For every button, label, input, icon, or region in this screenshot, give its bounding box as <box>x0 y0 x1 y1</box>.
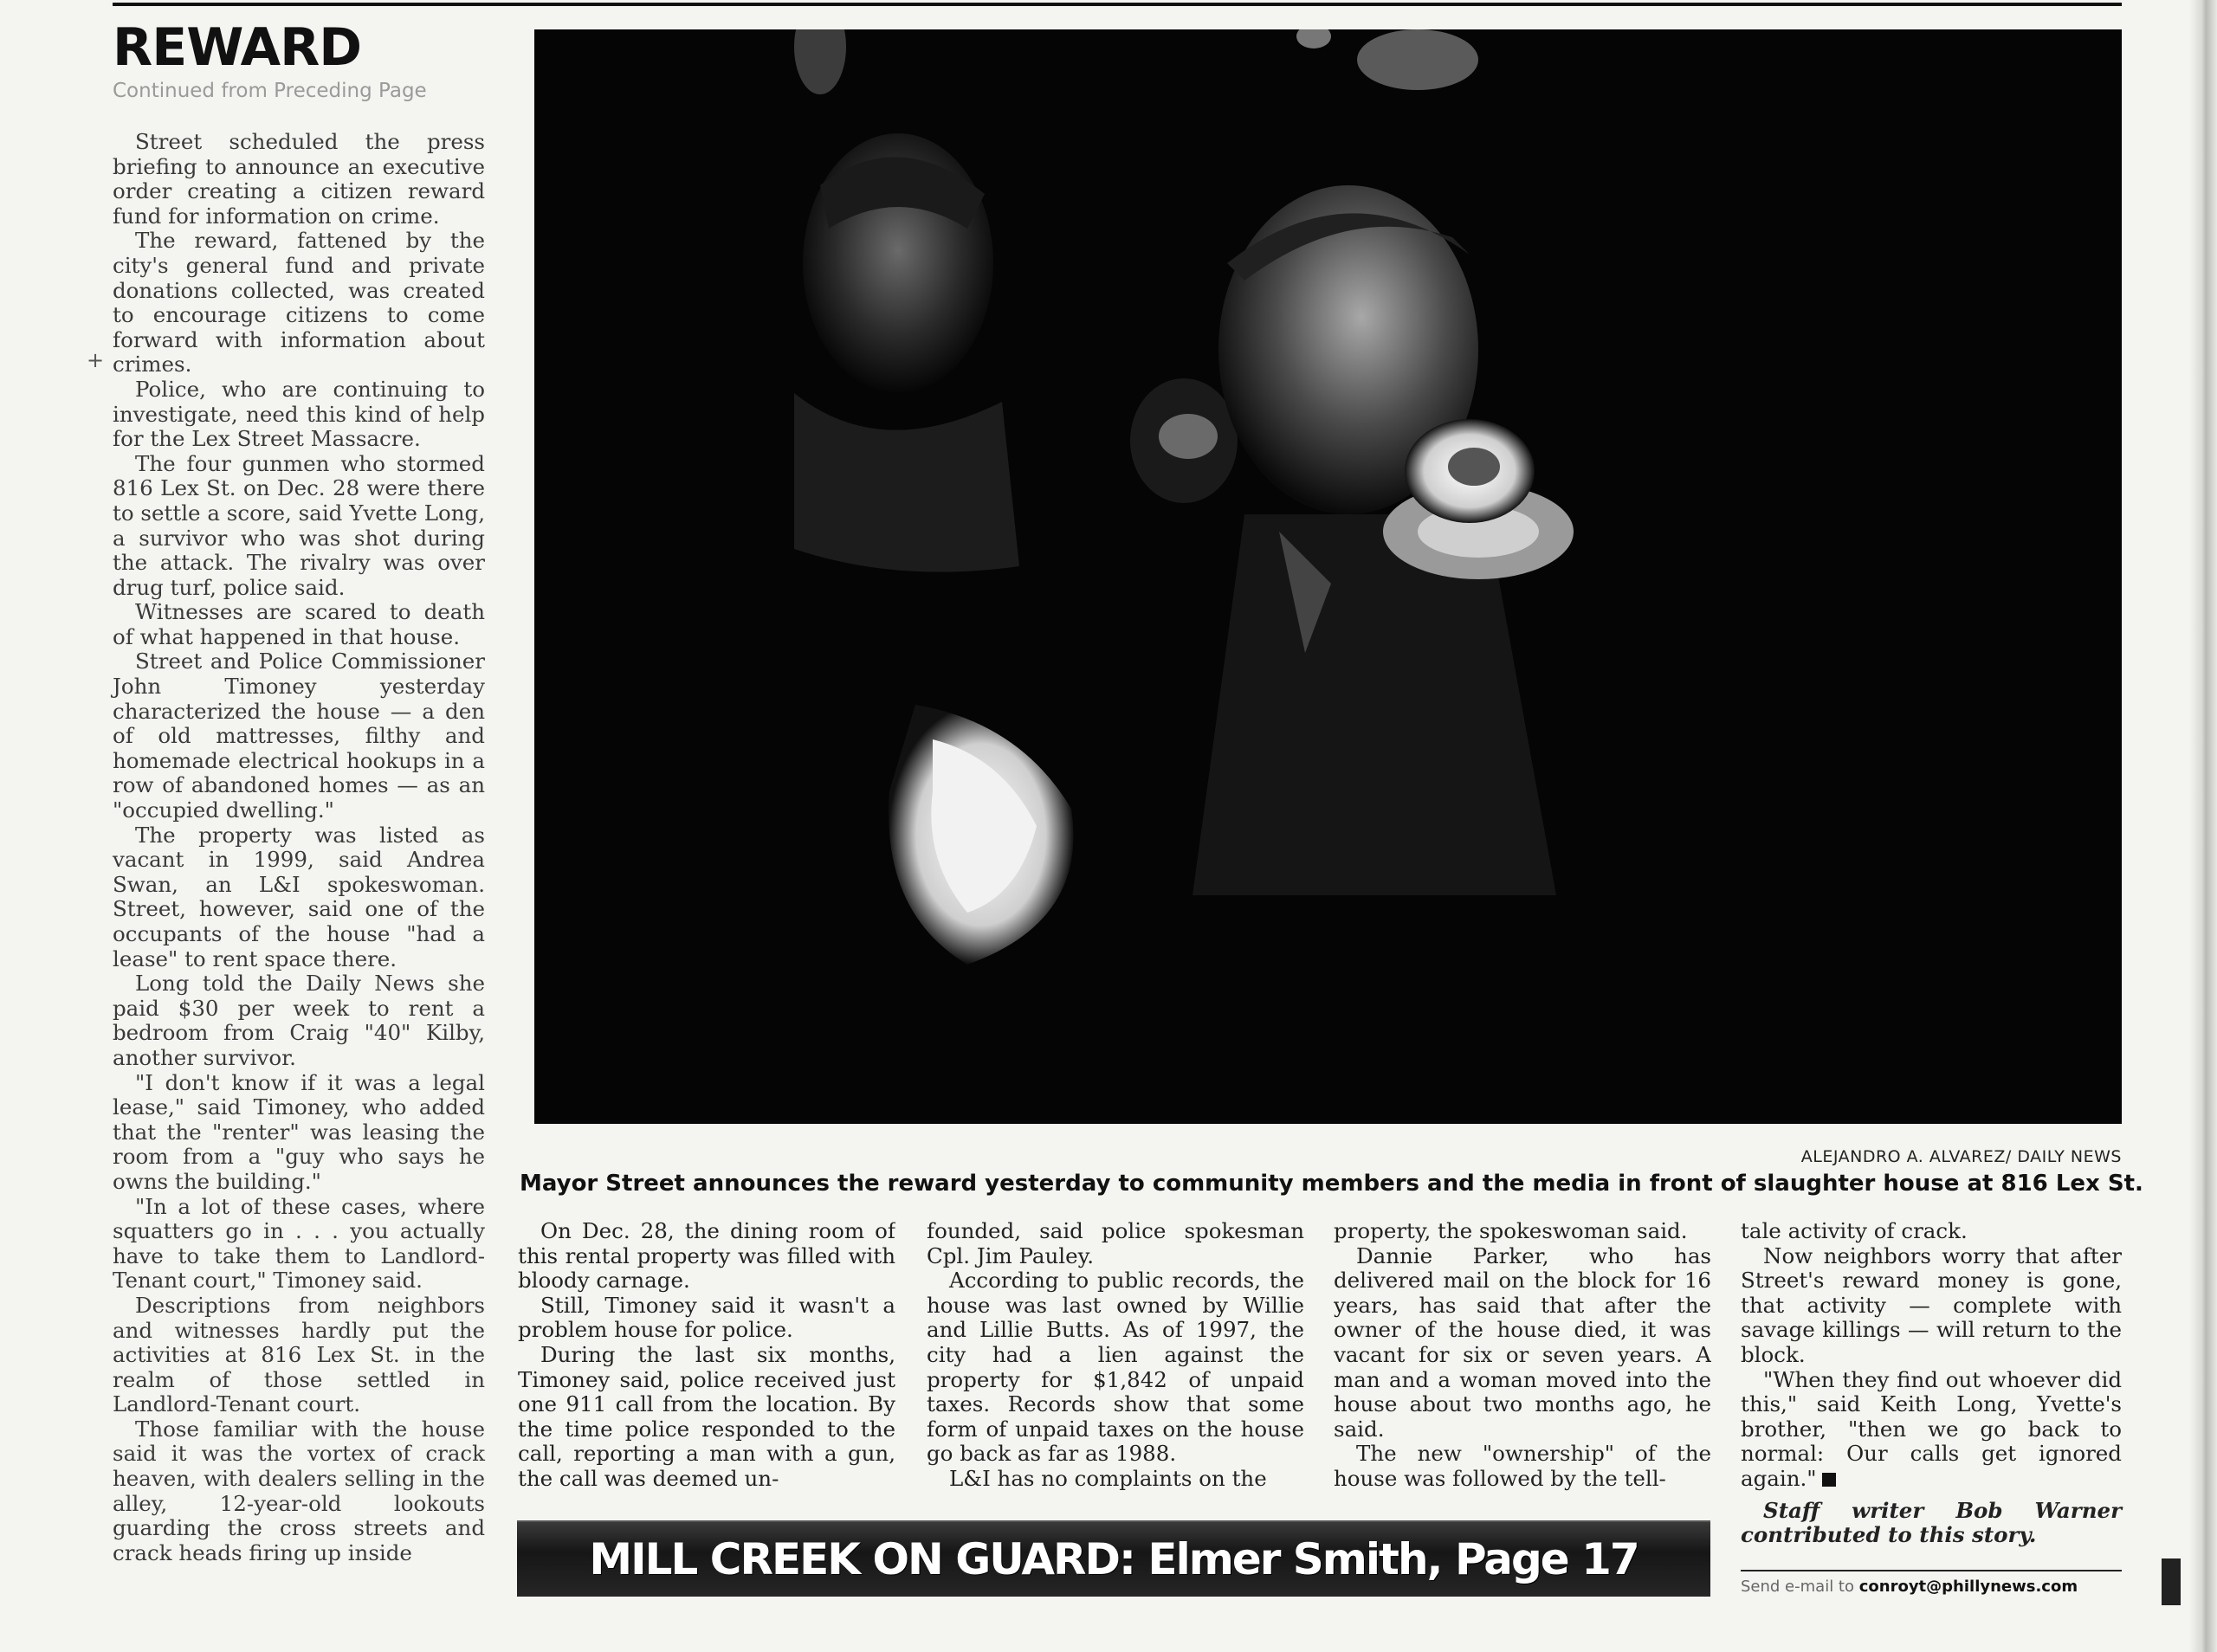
paragraph: Still, Timoney said it wasn't a problem house for police. <box>518 1292 895 1343</box>
paragraph: Street scheduled the press briefing to announce an executive order creating a citizen reward fund for information on crime. <box>113 129 485 229</box>
end-mark-icon <box>1822 1473 1836 1487</box>
photo-credit: ALEJANDRO A. ALVAREZ/ DAILY NEWS <box>1800 1147 2122 1166</box>
paragraph: tale activity of crack. <box>1741 1218 1968 1243</box>
photo-caption: Mayor Street announces the reward yesterday to community members and the media in front of slaughter house at 816 Lex St. <box>520 1171 2143 1197</box>
email-prefix: Send e-mail to <box>1741 1578 1859 1596</box>
kicker: Continued from Preceding Page <box>113 80 427 102</box>
paragraph: Now neighbors worry that after Street's reward money is gone, that activity — complete with savage killings — will return to the block. <box>1741 1242 2122 1367</box>
paragraph: Those familiar with the house said it was the vortex of crack heaven, with dealers selling in the alley, 12-year-old lookouts guarding the cross streets and crack heads firing up inside <box>113 1416 485 1565</box>
paragraph: Witnesses are scared to death of what happened in that house. <box>113 599 485 649</box>
paragraph: The property was listed as vacant in 1999, said Andrea Swan, an L&I spokeswoman. Street, however, said one of the occupants of the house "had a lease" to rent space there. <box>113 822 485 971</box>
photo-image <box>534 29 2122 1124</box>
staff-credit: Staff writer Bob Warner contributed to this story. <box>1741 1497 2122 1548</box>
paragraph: founded, said police spokesman Cpl. Jim Pauley. <box>927 1219 1304 1268</box>
article-column-4 <box>1334 1219 1711 1505</box>
paragraph: The new "ownership" of the house was followed by the tell- <box>1334 1441 1711 1491</box>
article-column-2 <box>518 1219 895 1505</box>
paragraph: Long told the Daily News she paid $30 per week to rent a bedroom from Craig "40" Kilby, another survivor. <box>113 971 485 1070</box>
paragraph: During the last six months, Timoney said, police received just one 911 call from the location. By the time police responded to the call, reporting a man with a gun, the call was deemed un- <box>518 1341 895 1491</box>
paragraph: Police, who are continuing to investigate, need this kind of help for the Lex Street Massacre. <box>113 376 485 452</box>
paragraph: "In a lot of these cases, where squatters go in . . . you actually have to take them to Landlord-Tenant court," Timoney said. <box>113 1193 485 1294</box>
email-link[interactable]: conroyt@phillynews.com <box>1858 1578 2078 1596</box>
article-column-3 <box>927 1219 1304 1505</box>
promo-banner[interactable] <box>517 1520 1710 1597</box>
edge-mark <box>2162 1558 2181 1605</box>
email-line <box>1741 1578 2078 1596</box>
top-rule <box>113 3 2122 6</box>
paragraph: On Dec. 28, the dining room of this rental property was filled with bloody carnage. <box>518 1219 895 1294</box>
paragraph: L&I has no complaints on the <box>949 1465 1267 1491</box>
margin-mark: + <box>87 348 105 372</box>
paragraph: Dannie Parker, who has delivered mail on the block for 16 years, has said that after the owner of the house died, it was vacant for six or seven years. A man and a woman moved into the house about two months ago, he said. <box>1334 1242 1711 1442</box>
page-edge <box>2189 0 2217 1652</box>
closing-quote: "When they find out whoever did this," said Keith Long, Yvette's brother, "then we go back to normal: Our calls get ignored again." <box>1741 1366 2122 1491</box>
paragraph: Street and Police Commissioner John Timoney yesterday characterized the house — a den of old mattresses, filthy and homemade electrical hookups in a row of abandoned homes — as an "occupied dwelling." <box>113 649 485 823</box>
article-column-1 <box>113 130 485 1565</box>
paragraph: The reward, fattened by the city's general fund and private donations collected, was created to encourage citizens to come forward with information about crimes. <box>113 228 485 378</box>
article-column-5 <box>1741 1219 2122 1548</box>
news-photo <box>534 29 2122 1124</box>
paragraph: The four gunmen who stormed 816 Lex St. on Dec. 28 were there to settle a score, said Yvette Long, a survivor who was shot during the attack. The rivalry was over drug turf, police said. <box>113 450 485 600</box>
promo-text: MILL CREEK ON GUARD: Elmer Smith, Page 17 <box>589 1534 1639 1584</box>
paragraph <box>1741 1368 2122 1492</box>
paragraph: According to public records, the house was last owned by Willie and Lillie Butts. As of 1997, the city had a lien against the property for $1,842 of unpaid taxes. Records show that some form of unpaid taxes on the house go back as far as 1988. <box>927 1268 1304 1467</box>
headline: REWARD <box>113 17 362 78</box>
paragraph: "I don't know if it was a legal lease," said Timoney, who added that the "renter" was leasing the room from a "guy who says he owns the building." <box>113 1069 485 1194</box>
paragraph: Descriptions from neighbors and witnesses hardly put the activities at 816 Lex St. in the realm of those settled in Landlord-Tenant court. <box>113 1292 485 1417</box>
paragraph: property, the spokeswoman said. <box>1334 1219 1688 1243</box>
email-rule <box>1741 1570 2122 1571</box>
